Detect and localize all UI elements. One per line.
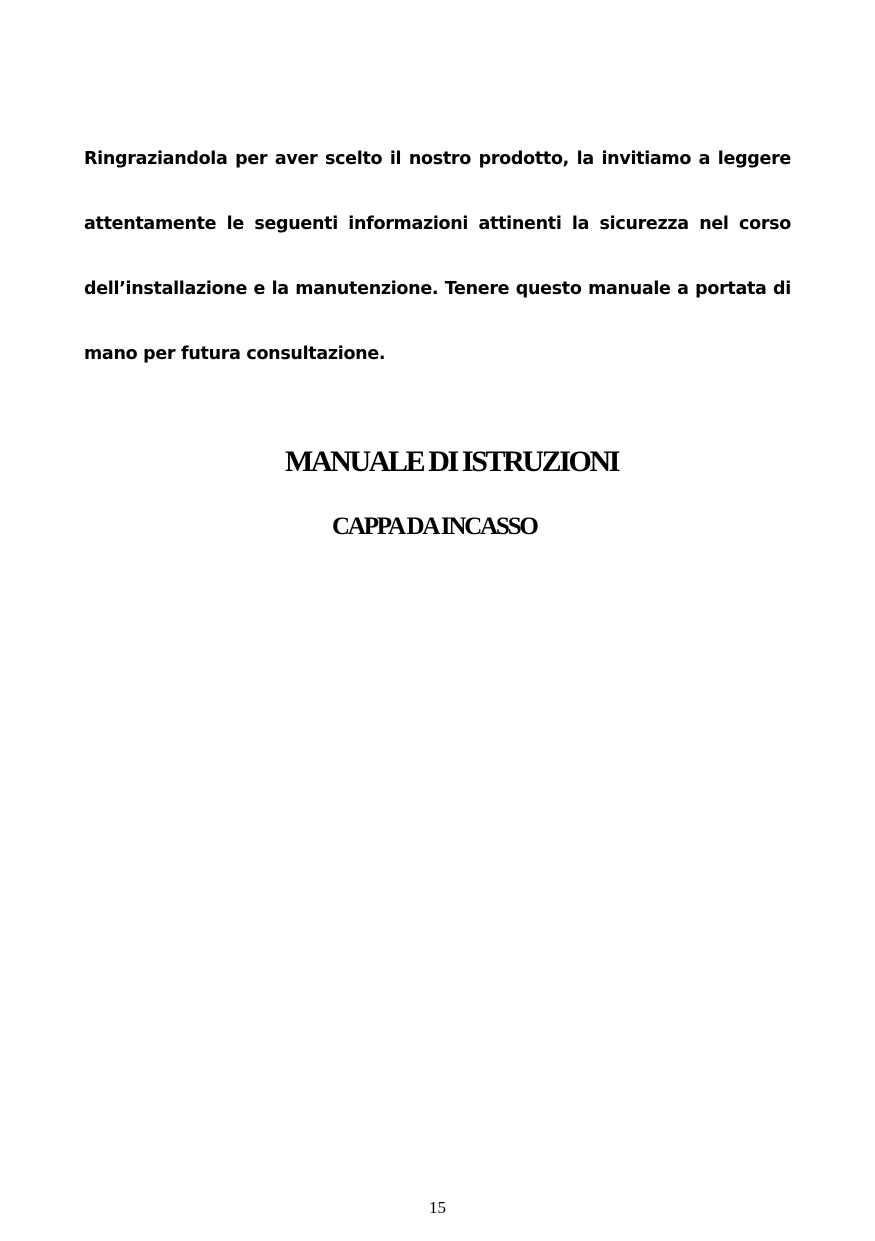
manual-title: MANUALE DI ISTRUZIONI [285, 445, 618, 478]
intro-line: mano per futura consultazione. [84, 344, 386, 364]
page-number: 15 [429, 1198, 446, 1217]
intro-line: dell’installazione e la manutenzione. Tenere questo manuale a portata di [84, 279, 791, 299]
intro-line: Ringraziandola per aver scelto il nostro prodotto, la invitiamo a leggere [84, 149, 791, 169]
intro-line: attentamente le seguenti informazioni attinenti la sicurezza nel corso [84, 214, 791, 234]
manual-subtitle: CAPPA DA INCASSO [332, 513, 537, 540]
intro-paragraph [84, 127, 791, 387]
